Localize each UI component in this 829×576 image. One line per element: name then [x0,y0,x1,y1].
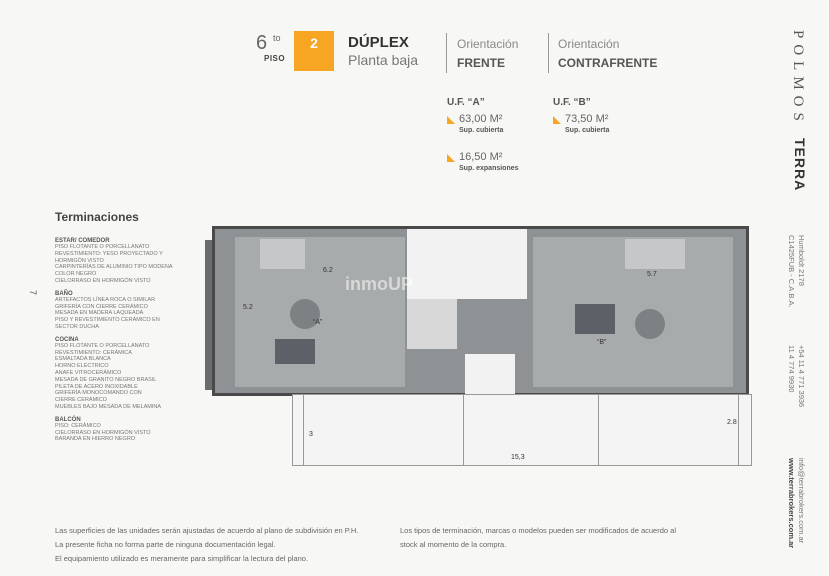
unit-type-subtitle: Planta baja [348,52,419,68]
floor-number: 6 [256,32,268,54]
dining-b [575,304,615,334]
elevator-shaft [407,299,457,349]
orientation-b-value: CONTRAFRENTE [558,56,658,70]
unit-b-label: U.F. “B” [553,97,591,108]
finishes-items-bath: ARTEFACTOS LÍNEA ROCA O SIMILAR GRIFERÍA CON CIERRE CERÁMICO MESADA EN MADERA LAQUEADA PISO Y REVESTIMIENTO CERÁMICO EN SECTOR DUCHA [55,296,160,330]
finishes-items-balcony: PISO: CERÁMICO CIELORRASO EN HORMIGÓN VISTO BARANDA EN HIERRO NEGRO [55,422,151,443]
unit-b-area-label: Sup. cubierta [565,127,610,134]
address-line-1: Humboldt 2178 [797,235,806,286]
header-divider [446,33,447,73]
phone-2: 11 4 774 9930 [787,345,796,393]
stairwell [407,229,527,299]
dim-5-7: 5.7 [647,271,657,278]
orientation-a-label: Orientación [457,37,519,51]
expansion-area-label: Sup. expansiones [459,165,519,172]
floor-label: PISO [264,54,286,63]
footer-note-3: El equipamiento utilizado es meramente para simplificar la lectura del plano. [55,554,309,563]
finishes-heading-balcony: BALCÓN [55,416,81,423]
footer-note-1: Las superficies de las unidades serán ajustadas de acuerdo al plano de subdivisión en P.H. [55,526,359,535]
orientation-b-label: Orientación [558,37,620,51]
area-marker-icon [447,154,455,162]
email-link[interactable]: info@terrabrokers.com.ar [797,458,806,544]
dim-5-2: 5.2 [243,304,253,311]
dim-6-2: 6.2 [323,267,333,274]
finishes-items-living: PISO FLOTANTE O PORCELLANATO REVESTIMIENTO: YESO PROYECTADO Y HORMIGÓN VISTO CARPINTERÍAS DE ALUMINIO TIPO MODENA COLOR NEGRO CIELORRASO EN HORMIGÓN VISTO [55,244,173,284]
finishes-items-kitchen: PISO FLOTANTE O PORCELLANATO REVESTIMIENTO: CERÁMICA ESMALTADA BLANCA HORNO ELÉCTRICO ANAFE VITROCERÁMICO MESADA DE GRANITO NEGRO BRASIL PILETA DE ACERO INOXIDABLE GRIFERÍA MONOCOMANDO CON CIERRE CERÁMICO MUEBLES BAJO MESADA DE MELAMINA [55,342,162,410]
hall-stairs [465,354,515,394]
unit-b-area: 73,50 M² [565,113,609,125]
unit-type-title: DÚPLEX [348,34,409,51]
stairs-b [625,239,685,269]
unit-number-badge: 2 [294,31,334,71]
unit-a-plan-label: “A” [313,319,323,326]
address-line-2: C1425FUB - C.A.B.A. [787,235,796,308]
floor-plan [212,226,749,396]
floor-number-suffix: to [273,33,281,43]
phone-1: +54 11 4 771 3936 [797,345,806,408]
finishes-list [55,238,205,443]
unit-b-plan-label: “B” [597,339,607,346]
table-b [635,309,665,339]
watermark: inmoUP [345,274,414,294]
dim-3: 3 [309,431,313,438]
page-number: 7 [28,290,38,296]
header-divider [548,33,549,73]
brand-name: POLMOS [790,30,806,127]
stairs-a [260,239,305,269]
orientation-a-value: FRENTE [457,56,505,70]
finishes-heading-kitchen: COCINA [55,336,79,343]
terrace [292,394,752,466]
website-link[interactable]: www.terrabrokers.com.ar [787,458,796,549]
area-marker-icon [447,116,455,124]
footer-note-5: stock al momento de la compra. [400,540,507,549]
dim-2-8: 2.8 [727,419,737,426]
terra-logo: TERRA [792,138,808,192]
unit-a-label: U.F. “A” [447,97,485,108]
dining-a [275,339,315,364]
finishes-heading-bath: BAÑO [55,290,73,297]
dim-15-3: 15,3 [511,454,525,461]
footer-note-4: Los tipos de terminación, marcas o modelos pueden ser modificados de acuerdo al [400,526,676,535]
footer-note-2: La presente ficha no forma parte de ninguna documentación legal. [55,540,276,549]
finishes-title: Terminaciones [55,210,139,224]
area-marker-icon [553,116,561,124]
finishes-heading-living: ESTAR/ COMEDOR [55,238,110,244]
unit-a-area-label: Sup. cubierta [459,127,504,134]
expansion-area: 16,50 M² [459,151,503,163]
unit-a-area: 63,00 M² [459,113,503,125]
